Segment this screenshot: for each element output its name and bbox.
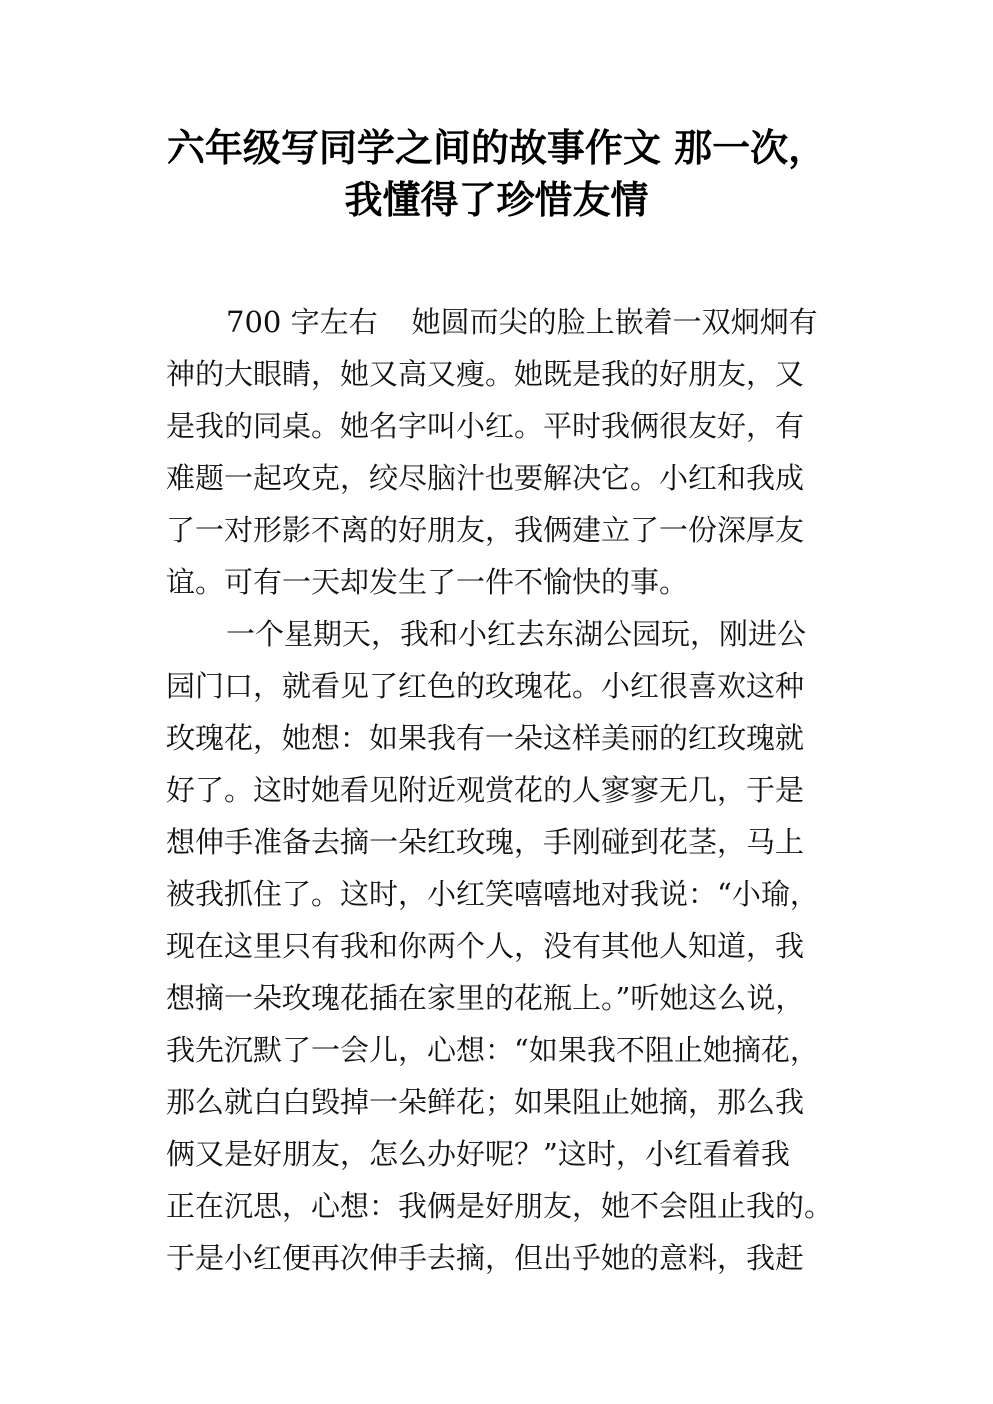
paragraph-2-line: 想摘一朵玫瑰花插在家里的花瓶上。”听她这么说， xyxy=(166,981,805,1015)
paragraph-2-line: 俩又是好朋友，怎么办好呢？”这时，小红看着我 xyxy=(166,1137,790,1171)
paragraph-1-first-line-text: 她圆而尖的脸上嵌着一双炯炯有 xyxy=(411,305,818,339)
paragraph-2-line: 正在沉思，心想：我俩是好朋友，她不会阻止我的。 xyxy=(166,1189,834,1223)
paragraph-2-line: 好了。这时她看见附近观赏花的人寥寥无几，于是 xyxy=(166,773,805,807)
word-count-label: 700 字左右 xyxy=(226,305,378,339)
paragraph-1-line: 难题一起攻克，绞尽脑汁也要解决它。小红和我成 xyxy=(166,461,805,495)
paragraph-1-line: 了一对形影不离的好朋友，我俩建立了一份深厚友 xyxy=(166,513,805,547)
title-line-1: 六年级写同学之间的故事作文 那一次， xyxy=(166,126,827,170)
paragraph-1-line: 谊。可有一天却发生了一件不愉快的事。 xyxy=(166,565,689,599)
paragraph-2-line: 玫瑰花，她想：如果我有一朵这样美丽的红玫瑰就 xyxy=(166,721,805,755)
paragraph-2-line: 一个星期天，我和小红去东湖公园玩，刚进公 xyxy=(226,617,807,651)
paragraph-2-line: 现在这里只有我和你两个人，没有其他人知道，我 xyxy=(166,929,805,963)
paragraph-1-line: 神的大眼睛，她又高又瘦。她既是我的好朋友，又 xyxy=(166,357,805,391)
paragraph-2-line: 被我抓住了。这时，小红笑嘻嘻地对我说：“小瑜， xyxy=(166,877,819,911)
paragraph-2-line: 我先沉默了一会儿，心想：“如果我不阻止她摘花， xyxy=(166,1033,819,1067)
paragraph-2-line: 那么就白白毁掉一朵鲜花；如果阻止她摘，那么我 xyxy=(166,1085,805,1119)
paragraph-1-line: 是我的同桌。她名字叫小红。平时我俩很友好，有 xyxy=(166,409,805,443)
paragraph-2-line: 于是小红便再次伸手去摘，但出乎她的意料，我赶 xyxy=(166,1241,805,1275)
paragraph-2-line: 园门口，就看见了红色的玫瑰花。小红很喜欢这种 xyxy=(166,669,805,703)
paragraph-1-first-line xyxy=(226,302,818,342)
paragraph-2-line: 想伸手准备去摘一朵红玫瑰，手刚碰到花茎，马上 xyxy=(166,825,805,859)
title-line-2: 我懂得了珍惜友情 xyxy=(344,178,649,222)
